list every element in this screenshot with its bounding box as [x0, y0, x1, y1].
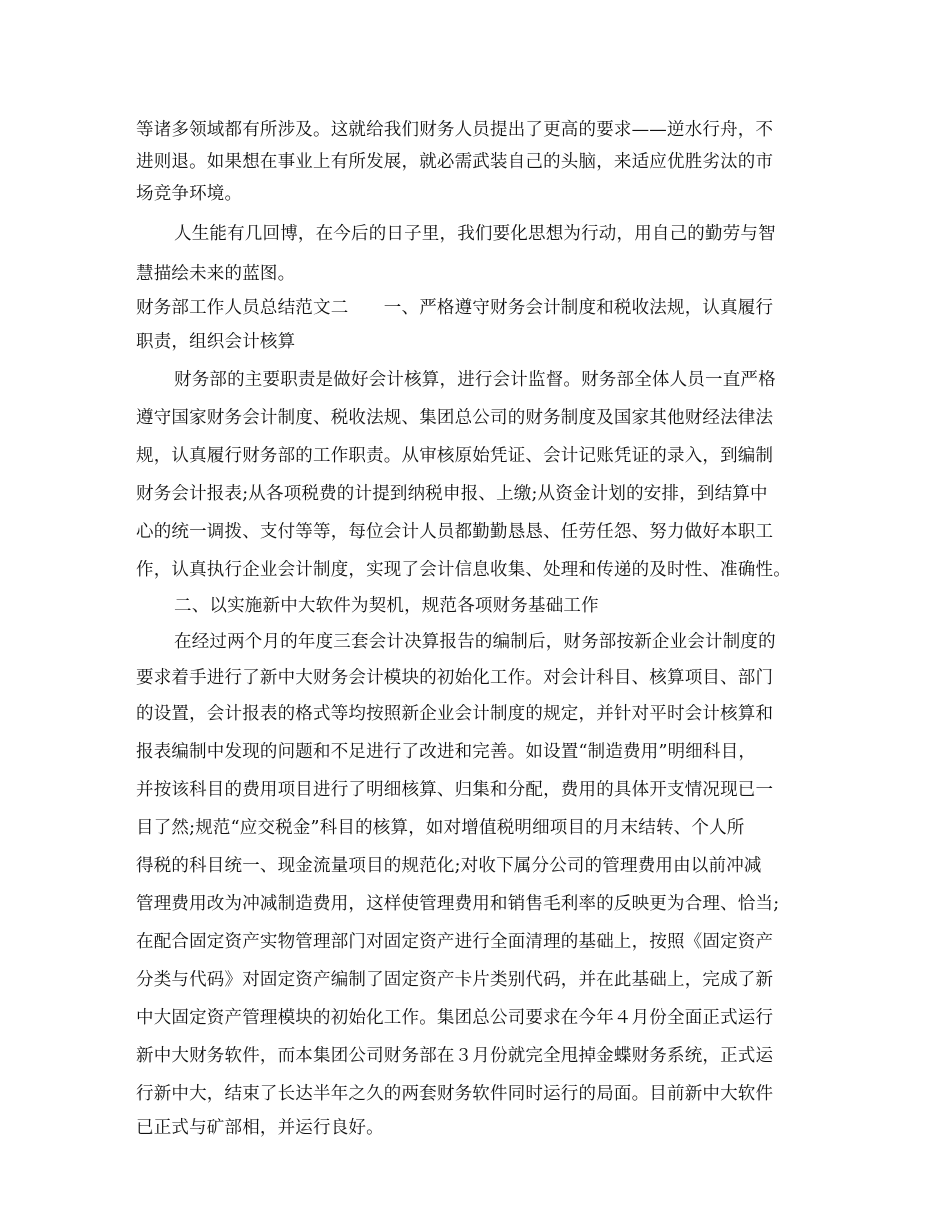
text-line: 中大固定资产管理模块的初始化工作。集团总公司要求在今年４月份全面正式运行 — [136, 1008, 774, 1028]
text-line: 作，认真执行企业会计制度，实现了会计信息收集、处理和传递的及时性、准确性。 — [136, 560, 791, 580]
text-line: 要求着手进行了新中大财务会计模块的初始化工作。对会计科目、核算项目、部门 — [136, 668, 774, 688]
text-line: 得税的科目统一、现金流量项目的规范化;对收下属分公司的管理费用由以前冲减 — [136, 856, 762, 876]
text-line: 等诸多领域都有所涉及。这就给我们财务人员提出了更高的要求——逆水行舟，不 — [136, 120, 774, 140]
text-line: 慧描绘未来的蓝图。 — [136, 264, 296, 284]
text-line: 财务部的主要职责是做好会计核算，进行会计监督。财务部全体人员一直严格 — [174, 370, 776, 390]
text-line: 人生能有几回博，在今后的日子里，我们要化思想为行动，用自己的勤劳与智 — [174, 224, 776, 244]
text-line: 规，认真履行财务部的工作职责。从审核原始凭证、会计记账凭证的录入，到编制 — [136, 446, 774, 466]
text-line: 场竞争环境。 — [136, 184, 243, 204]
text-line: 目了然;规范“应交税金”科目的核算，如对增值税明细项目的月末结转、个人所 — [136, 818, 745, 838]
text-line: 遵守国家财务会计制度、税收法规、集团总公司的财务制度及国家其他财经法律法 — [136, 408, 774, 428]
text-line: 的设置，会计报表的格式等均按照新企业会计制度的规定，并针对平时会计核算和 — [136, 704, 774, 724]
text-line: 已正式与矿部相，并运行良好。 — [136, 1118, 384, 1138]
text-line: 在经过两个月的年度三套会计决算报告的编制后，财务部按新企业会计制度的 — [174, 632, 776, 652]
text-line: 管理费用改为冲减制造费用，这样使管理费用和销售毛利率的反映更为合理、恰当; — [136, 894, 780, 914]
section-heading: 职责，组织会计核算 — [136, 332, 296, 352]
text-line: 财务会计报表;从各项税费的计提到纳税申报、上缴;从资金计划的安排，到结算中 — [136, 484, 768, 504]
section-heading: 二、以实施新中大软件为契机，规范各项财务基础工作 — [174, 596, 599, 616]
text-line: 新中大财务软件，而本集团公司财务部在３月份就完全甩掉金蝶财务系统，正式运 — [136, 1046, 774, 1066]
text-line: 心的统一调拨、支付等等，每位会计人员都勤勤恳恳、任劳任怨、努力做好本职工 — [136, 522, 774, 542]
text-line: 报表编制中发现的问题和不足进行了改进和完善。如设置“制造费用”明细科目， — [136, 742, 757, 762]
text-line: 在配合固定资产实物管理部门对固定资产进行全面清理的基础上，按照《固定资产 — [136, 932, 774, 952]
text-line: 分类与代码》对固定资产编制了固定资产卡片类别代码，并在此基础上，完成了新 — [136, 970, 774, 990]
text-line: 行新中大，结束了长达半年之久的两套财务软件同时运行的局面。目前新中大软件 — [136, 1084, 774, 1104]
section-heading: 财务部工作人员总结范文二 一、严格遵守财务会计制度和税收法规，认真履行 — [136, 298, 774, 318]
text-line: 并按该科目的费用项目进行了明细核算、归集和分配，费用的具体开支情况现已一 — [136, 780, 774, 800]
text-line: 进则退。如果想在事业上有所发展，就必需武装自己的头脑，来适应优胜劣汰的市 — [136, 152, 774, 172]
